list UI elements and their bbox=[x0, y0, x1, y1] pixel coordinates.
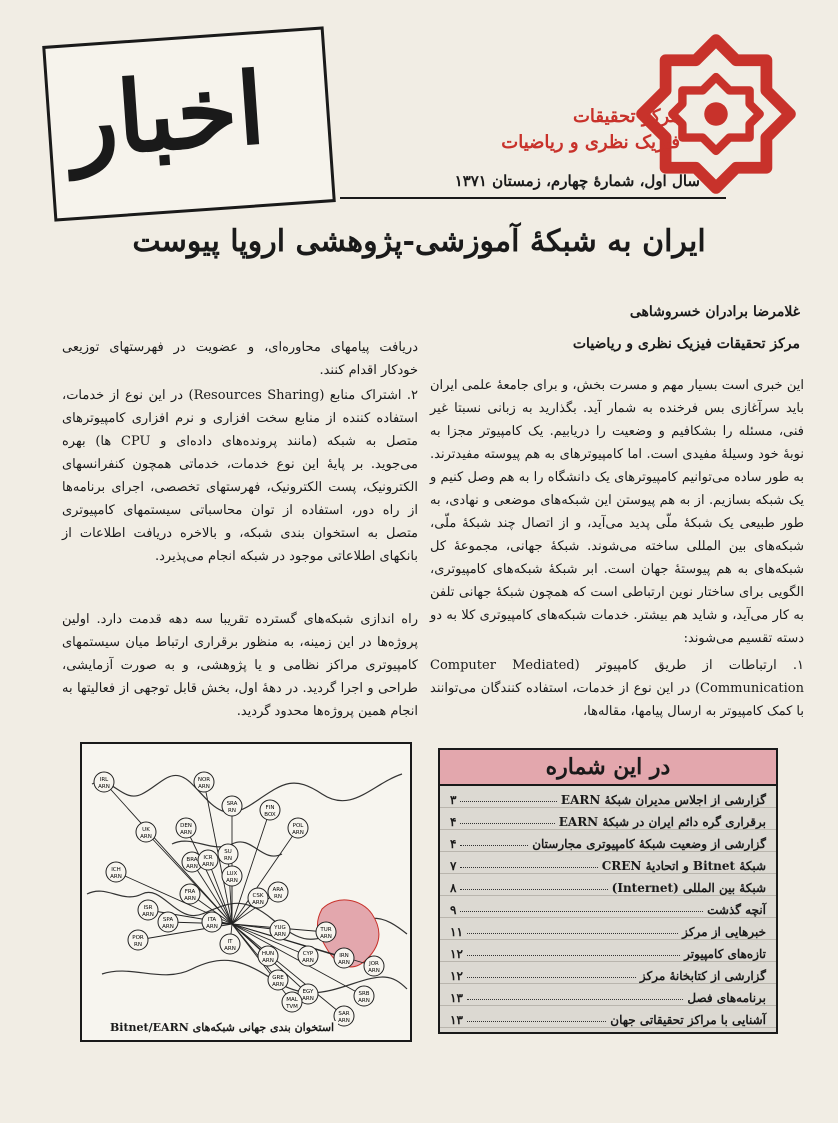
network-node-label: ARN bbox=[226, 878, 238, 884]
network-node-label: ARN bbox=[252, 900, 264, 906]
network-node bbox=[354, 986, 374, 1006]
network-node-label: UK bbox=[142, 827, 150, 833]
network-node-label: RN bbox=[274, 894, 282, 900]
network-node-label: CYP bbox=[302, 951, 314, 957]
toc-item bbox=[440, 984, 776, 1006]
network-node-label: BRA bbox=[186, 857, 198, 863]
toc-leader-dots bbox=[467, 1021, 606, 1022]
toc-item bbox=[440, 786, 776, 808]
network-map bbox=[80, 742, 412, 1042]
network-node-label: ARN bbox=[272, 982, 284, 988]
network-node-label: IRL bbox=[99, 777, 109, 783]
network-node-label: ITA bbox=[207, 917, 217, 923]
network-node bbox=[316, 922, 336, 942]
institute-name-line2: فیزیک نظری و ریاضیات bbox=[501, 132, 680, 153]
network-node-label: POL bbox=[292, 823, 304, 829]
network-node-label: RN bbox=[228, 808, 236, 814]
network-node bbox=[288, 818, 308, 838]
network-node-label: ARN bbox=[338, 1018, 350, 1024]
network-node-label: TVM bbox=[286, 1004, 298, 1010]
network-node bbox=[138, 900, 158, 920]
toc-item-title: گزارشی از وضعیت شبکهٔ کامپیوتری مجارستان bbox=[532, 837, 766, 851]
toc-item-page: ۸ bbox=[450, 881, 457, 895]
toc-item-page: ۳ bbox=[450, 793, 457, 807]
network-node-label: POR bbox=[132, 935, 144, 941]
article-affiliation: مرکز تحقیقات فیزیک نظری و ریاضیات bbox=[572, 336, 800, 352]
network-node-label: SRA bbox=[226, 801, 238, 807]
toc-item bbox=[440, 874, 776, 896]
toc-item-page: ۷ bbox=[450, 859, 457, 873]
network-node bbox=[220, 934, 240, 954]
network-node bbox=[222, 866, 242, 886]
network-node-label: ARN bbox=[110, 874, 122, 880]
network-node-label: ARN bbox=[358, 998, 370, 1004]
network-node-label: ARN bbox=[184, 896, 196, 902]
network-node-label: SPA bbox=[162, 917, 174, 923]
network-node-label: ARN bbox=[338, 960, 350, 966]
network-node bbox=[158, 912, 178, 932]
toc-item bbox=[440, 852, 776, 874]
toc-item bbox=[440, 962, 776, 984]
network-node-label: DEN bbox=[180, 823, 192, 829]
toc-item-title: برنامه‌های فصل bbox=[687, 991, 766, 1005]
toc-leader-dots bbox=[460, 845, 528, 846]
toc-leader-dots bbox=[467, 977, 636, 978]
network-node-label: BOX bbox=[264, 812, 276, 818]
network-node-label: ISR bbox=[143, 905, 153, 911]
toc-item-title: برقراری گره دائم ایران در شبکهٔ EARN bbox=[558, 815, 766, 829]
toc-item bbox=[440, 1006, 776, 1028]
network-node-label: IT bbox=[227, 939, 233, 945]
article-author: غلامرضا برادران خسروشاهی bbox=[629, 304, 800, 320]
toc-item-page: ۹ bbox=[450, 903, 457, 917]
toc-item-title: گزارشی از کتابخانهٔ مرکز bbox=[639, 969, 766, 983]
article-paragraph: این خبری است بسیار مهم و مسرت بخش، و برای جامعهٔ علمی ایران باید سرآغازی بس فرخنده به شمار آید. بگذارید به زبانی نسبتا غیر فنی، مسئله را بشکافیم و وضعیت را دریابیم. یک کامپیوتر مجزا به نوبهٔ خود وسیلهٔ مفیدی است. اما کامپیوترهای به هم پیوسته مفیدترند. به طور ساده می‌توانیم کامپیوترهای یک دانشگاه را به هم وصل کنیم و یک شبکه بسازیم. از به هم پیوستن این شبکه‌های موضعی و نهادی، به طور طبیعی یک شبکهٔ ملّی پدید می‌آید، و از اتصال چند شبکهٔ ملّی، شبکه‌های بین المللی ساخته می‌شوند. شبکهٔ جهانی، مجموعهٔ کل شبکه‌های به هم پیوستهٔ جهان است. ابر شبکهٔ شبکه‌های کامپیوتری، الگویی برای ساختار نوین ارتباطی است که همچون شبکهٔ جهانی تلفن به کار می‌آید، و شاید هم بیشتر. خدمات شبکه‌های کامپیوتری کلا به دو دسته تقسیم می‌شوند: bbox=[430, 378, 804, 646]
network-node bbox=[270, 920, 290, 940]
toc-item-title: آنچه گذشت bbox=[707, 903, 766, 917]
network-node-label: ICR bbox=[203, 855, 213, 861]
issue-info: سال اول، شمارهٔ چهارم، زمستان ۱۳۷۱ bbox=[454, 172, 700, 190]
network-node-label: ARN bbox=[202, 862, 214, 868]
toc-item bbox=[440, 896, 776, 918]
network-node-label: ARN bbox=[224, 946, 236, 952]
toc-item-page: ۴ bbox=[450, 815, 457, 829]
article-column-left-mid bbox=[62, 384, 418, 568]
network-node bbox=[198, 850, 218, 870]
network-node-label: CSK bbox=[252, 893, 264, 899]
toc-item-title: خبرهایی از مرکز bbox=[682, 925, 766, 939]
network-node bbox=[180, 884, 200, 904]
toc-item bbox=[440, 830, 776, 852]
network-node-label: EGY bbox=[302, 989, 314, 995]
toc-item-title: شبکهٔ Bitnet و اتحادیهٔ CREN bbox=[601, 859, 766, 873]
network-node-label: ARN bbox=[292, 830, 304, 836]
toc-item bbox=[440, 918, 776, 940]
toc-item-title: آشنایی با مراکز تحقیقاتی جهان bbox=[610, 1013, 766, 1027]
network-node bbox=[298, 946, 318, 966]
toc-leader-dots bbox=[460, 867, 597, 868]
network-map-drawing bbox=[82, 744, 410, 1040]
table-of-contents bbox=[438, 748, 778, 1034]
article-headline: ایران به شبکهٔ آموزشی-پژوهشی اروپا پیوست bbox=[132, 224, 706, 259]
network-node bbox=[194, 772, 214, 792]
network-link bbox=[232, 810, 270, 924]
network-node-label: SRB bbox=[358, 991, 370, 997]
toc-item-page: ۴ bbox=[450, 837, 457, 851]
toc-item-title: شبکهٔ بین المللی (Internet) bbox=[611, 881, 766, 895]
network-node bbox=[282, 992, 302, 1012]
article-paragraph-continued: دریافت پیامهای محاوره‌ای، و عضویت در فهرستهای توزیعی خودکار اقدام کنند. bbox=[62, 340, 418, 378]
article-column-left-bottom bbox=[62, 608, 418, 723]
network-node-label: SAR bbox=[338, 1011, 350, 1017]
network-node-label: YUG bbox=[274, 925, 286, 931]
toc-list bbox=[440, 786, 776, 1028]
network-node bbox=[364, 956, 384, 976]
masthead-title: اخبار bbox=[66, 51, 269, 180]
network-node bbox=[94, 772, 114, 792]
toc-item-page: ۱۲ bbox=[450, 969, 463, 983]
network-node-label: TUR bbox=[320, 927, 332, 933]
network-node-label: ARN bbox=[302, 996, 314, 1002]
network-node-label: ARA bbox=[272, 887, 284, 893]
network-node-label: NOR bbox=[197, 777, 211, 783]
network-node bbox=[202, 912, 222, 932]
map-caption: استخوان بندی جهانی شبکه‌های Bitnet/EARN bbox=[106, 1021, 338, 1034]
institute-name-line1: مرکز تحقیقات bbox=[572, 106, 680, 127]
toc-leader-dots bbox=[460, 801, 556, 802]
network-node-label: GRE bbox=[272, 975, 284, 981]
toc-leader-dots bbox=[460, 823, 554, 824]
network-node-label: FRA bbox=[184, 889, 196, 895]
network-node bbox=[268, 970, 288, 990]
network-node-label: ARN bbox=[302, 958, 314, 964]
network-node-label: RN bbox=[224, 856, 232, 862]
masthead-divider bbox=[340, 197, 726, 199]
network-node-label: JOR bbox=[369, 961, 379, 967]
network-link bbox=[143, 832, 232, 924]
toc-item-page: ۱۱ bbox=[450, 925, 463, 939]
network-node-label: ICH bbox=[111, 867, 121, 873]
network-node bbox=[222, 796, 242, 816]
toc-leader-dots bbox=[467, 933, 678, 934]
institute-name bbox=[440, 104, 680, 156]
toc-item-page: ۱۳ bbox=[450, 991, 463, 1005]
network-node-label: ARN bbox=[162, 924, 174, 930]
network-node bbox=[334, 948, 354, 968]
network-node-label: ARN bbox=[206, 924, 218, 930]
toc-leader-dots bbox=[467, 955, 680, 956]
network-node-label: ARN bbox=[140, 834, 152, 840]
network-node-label: ARN bbox=[368, 968, 380, 974]
network-node-label: ARN bbox=[198, 784, 210, 790]
network-node-label: RN bbox=[134, 942, 142, 948]
network-node bbox=[176, 818, 196, 838]
network-node-label: ARN bbox=[142, 912, 154, 918]
toc-item-page: ۱۳ bbox=[450, 1013, 463, 1027]
network-node-label: FIN bbox=[265, 805, 275, 811]
network-node bbox=[260, 800, 280, 820]
toc-item-title: تازه‌های کامپیوتر bbox=[684, 947, 766, 961]
article-column-right bbox=[430, 374, 804, 723]
network-node-label: IRN bbox=[339, 953, 349, 959]
network-node-label: ARN bbox=[262, 958, 274, 964]
article-paragraph-history: راه اندازی شبکه‌های گسترده تقریبا سه دهه قدمت دارد. اولین پروژه‌ها در این زمینه، به منظور برقراری ارتباط میان سیستمهای کامپیوتری مراکز نظامی و یا پژوهشی، و به صورت آزمایشی، طراحی و اجرا گردید. در دههٔ اول، بخش قابل توجهی از فعالیتها به انجام همین پروژه‌ها محدود گردید. bbox=[62, 612, 418, 719]
toc-item bbox=[440, 940, 776, 962]
toc-leader-dots bbox=[467, 999, 684, 1000]
network-node bbox=[136, 822, 156, 842]
network-node-label: HUN bbox=[261, 951, 275, 957]
network-node-label: ARN bbox=[186, 864, 198, 870]
network-node bbox=[106, 862, 126, 882]
toc-leader-dots bbox=[460, 889, 607, 890]
toc-item-page: ۱۲ bbox=[450, 947, 463, 961]
network-node bbox=[218, 844, 238, 864]
article-list-item-1: ۱. ارتباطات از طریق کامپیوتر (Computer Mediated Communication) در این نوع از خدمات، استفاده کنندگان می‌توانند با کمک کامپیوتر به ارسال پیامها، مقاله‌ها، bbox=[430, 658, 804, 719]
article-list-item-2: ۲. اشتراک منابع (Resources Sharing) در این نوع از خدمات، استفاده کننده از منابع سخت افزاری و نرم افزاری کامپیوترهای متصل به شبکه (مانند پرونده‌های داده‌ای و CPU ها) بهره می‌جوید. بر پایهٔ این نوع خدمات، خدماتی همچون کنفرانسهای الکترونیک، پست الکترونیک، فهرستهای تخصصی، اجرای برنامه‌ها از راه دور، استفاده از توان محاسباتی سیستمهای کامپیوتری متصل به استخوان بندی شبکه، و بالاخره دریافت اطلاعات از بانکهای اطلاعاتی موجود در شبکه انجام می‌پذیرد. bbox=[62, 388, 418, 564]
network-node-label: ARN bbox=[180, 830, 192, 836]
network-node-label: ARN bbox=[320, 934, 332, 940]
toc-leader-dots bbox=[460, 911, 703, 912]
network-node-label: ARN bbox=[274, 932, 286, 938]
network-node bbox=[128, 930, 148, 950]
toc-header: در این شماره bbox=[440, 750, 776, 786]
network-node-label: MAL bbox=[286, 997, 298, 1003]
network-node-label: LUX bbox=[226, 871, 238, 877]
network-node bbox=[258, 946, 278, 966]
article-column-left-top bbox=[62, 336, 418, 382]
network-node bbox=[248, 888, 268, 908]
network-node bbox=[268, 882, 288, 902]
toc-item-title: گزارشی از اجلاس مدیران شبکهٔ EARN bbox=[560, 793, 766, 807]
network-node-label: SU bbox=[224, 849, 232, 855]
network-node-label: ARN bbox=[98, 784, 110, 790]
toc-item bbox=[440, 808, 776, 830]
